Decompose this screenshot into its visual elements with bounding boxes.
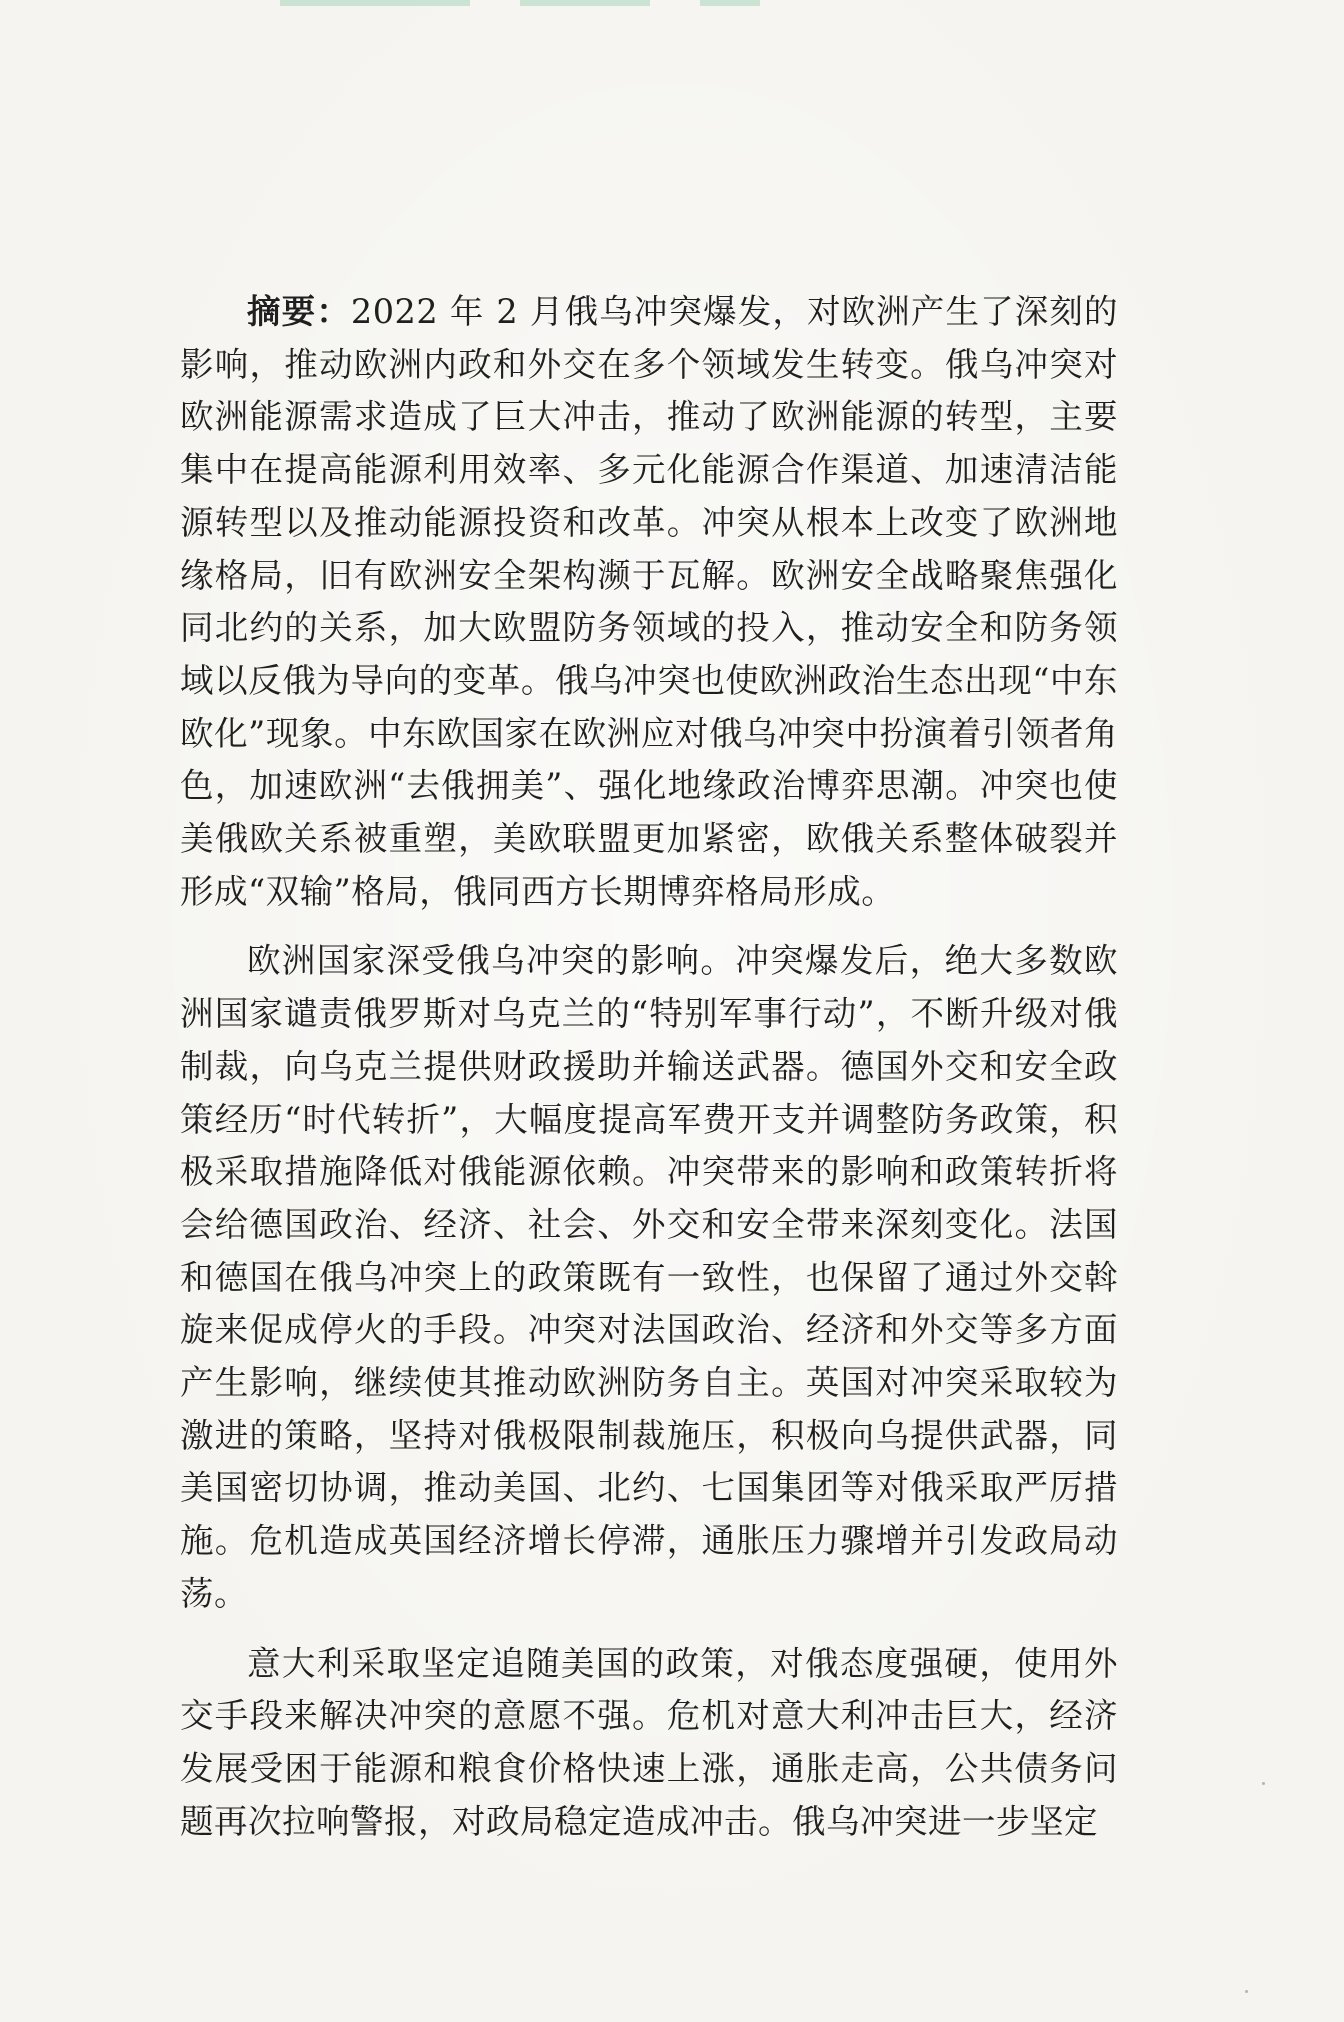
top-edge-stripe xyxy=(280,0,470,6)
body-paragraph: 意大利采取坚定追随美国的政策，对俄态度强硬，使用外交手段来解决冲突的意愿不强。危机对意大利冲击巨大，经济发展受困于能源和粮食价格快速上涨，通胀走高，公共债务问题再次拉响警报，对政局稳定造成冲击。俄乌冲突进一步坚定 xyxy=(180,1643,1118,1841)
body-paragraph: 欧洲国家深受俄乌冲突的影响。冲突爆发后，绝大多数欧洲国家谴责俄罗斯对乌克兰的“特别军事行动”，不断升级对俄制裁，向乌克兰提供财政援助并输送武器。德国外交和安全政策经历“时代转折”，大幅度提高军费开支并调整防务政策，积极采取措施降低对俄能源依赖。冲突带来的影响和政策转折将会给德国政治、经济、社会、外交和安全带来深刻变化。法国和德国在俄乌冲突上的政策既有一致性，也保留了通过外交斡旋来促成停火的手段。冲突对法国政治、经济和外交等多方面产生影响，继续使其推动欧洲防务自主。英国对冲突采取较为激进的策略，坚持对俄极限制裁施压，积极向乌提供武器，同美国密切协调，推动美国、北约、七国集团等对俄采取严厉措施。危机造成英国经济增长停滞，通胀压力骤增并引发政局动荡。 xyxy=(180,941,1118,1613)
abstract-label: 摘要： xyxy=(247,292,351,331)
abstract-paragraph xyxy=(180,286,1118,918)
scan-speck xyxy=(1262,1782,1265,1785)
scan-speck xyxy=(1245,1990,1248,1993)
top-edge-stripe xyxy=(520,0,650,6)
top-edge-stripe xyxy=(700,0,760,6)
abstract-text: 2022 年 2 月俄乌冲突爆发，对欧洲产生了深刻的影响，推动欧洲内政和外交在多个领域发生转变。俄乌冲突对欧洲能源需求造成了巨大冲击，推动了欧洲能源的转型，主要集中在提高能源利用效率、多元化能源合作渠道、加速清洁能源转型以及推动能源投资和改革。冲突从根本上改变了欧洲地缘格局，旧有欧洲安全架构濒于瓦解。欧洲安全战略聚焦强化同北约的关系，加大欧盟防务领域的投入，推动安全和防务领域以反俄为导向的变革。俄乌冲突也使欧洲政治生态出现“中东欧化”现象。中东欧国家在欧洲应对俄乌冲突中扮演着引领者角色，加速欧洲“去俄拥美”、强化地缘政治博弈思潮。冲突也使美俄欧关系被重塑，美欧联盟更加紧密，欧俄关系整体破裂并形成“双输”格局，俄同西方长期博弈格局形成。 xyxy=(180,292,1118,911)
body-text xyxy=(180,286,1118,1848)
